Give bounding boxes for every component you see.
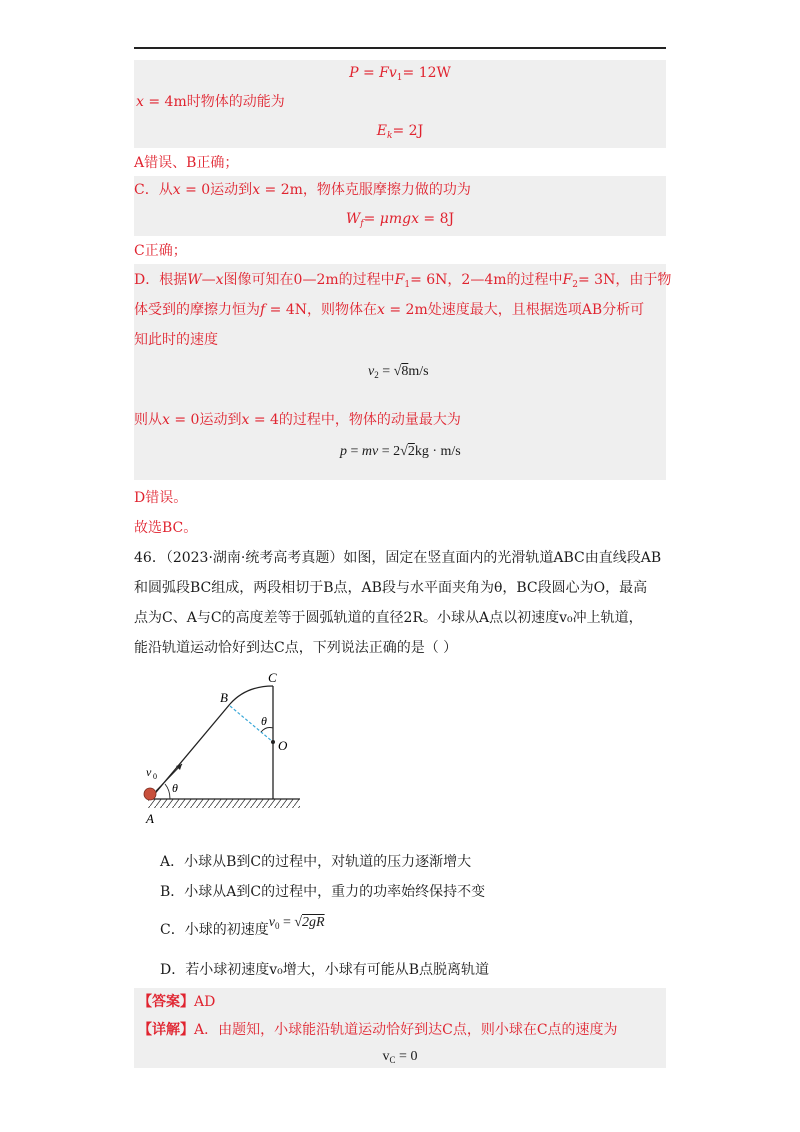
label-v0-sub: 0 [153, 772, 157, 781]
ke-intro: x = 4m时物体的动能为 [136, 94, 285, 110]
question-line-3: 点为C、A与C的高度差等于圆弧轨道的直径2R。小球从A点以初速度v₀冲上轨道， [134, 610, 643, 626]
angle-arc-bottom [165, 784, 170, 799]
v0-formula: $v_0 = √2gR$ [268, 915, 325, 931]
header-rule [134, 47, 666, 49]
power-formula: $P = Fv_1= 12W$ [349, 65, 451, 83]
explain-line: 【详解】A．由题知，小球能沿轨道运动恰好到达C点，则小球在C点的速度为 [138, 1022, 618, 1038]
sqrt-sign: √ [393, 364, 402, 379]
d-line-2: 体受到的摩擦力恒为f = 4N，则物体在x = 2m处速度最大，且根据选项AB分析可 [134, 302, 645, 318]
wf-formula: $W_f= \mu mgx = 8J$ [345, 211, 455, 229]
sqrt-sign: √ [400, 444, 408, 459]
option-a: A．小球从B到C的过程中，对轨道的压力逐渐增大 [160, 854, 472, 870]
option-d: D．若小球初速度v₀增大，小球有可能从B点脱离轨道 [160, 962, 490, 978]
momentum-intro: 则从x = 0运动到x = 4的过程中，物体的动量最大为 [134, 412, 461, 428]
ball [144, 788, 156, 800]
label-b: B [220, 690, 228, 705]
label-theta-bottom: θ [172, 781, 178, 795]
label-theta-top: θ [261, 714, 267, 728]
label-a: A [146, 811, 154, 826]
answer-line: 【答案】AD [138, 994, 216, 1010]
angle-arc-top [261, 728, 273, 733]
question-line-4: 能沿轨道运动恰好到达C点，下列说法正确的是（ ） [134, 640, 458, 656]
p-formula: p = mv = 2√2kg · m/s [340, 444, 461, 459]
ab-conclusion: A错误、B正确； [134, 155, 239, 171]
v2-formula: $v_2 = √8m/s$ [368, 364, 429, 380]
c-intro: C．从x = 0运动到x = 2m，物体克服摩擦力做的功为 [134, 182, 471, 198]
label-o: O [278, 738, 288, 753]
track-bc-arc [230, 686, 273, 704]
question-line-1: 46．（2023·湖南·统考高考真题）如图，固定在竖直面内的光滑轨道ABC由直线段AB [134, 550, 662, 566]
d-line-1: D．根据W—x图像可知在0—2m的过程中$F_1= 6N$，2—4m的过程中$F_2= 3N$，由于物 [134, 272, 672, 290]
option-b: B．小球从A到C的过程中，重力的功率始终保持不变 [160, 884, 486, 900]
c-conclusion: C正确； [134, 243, 187, 259]
label-v0: v [146, 765, 152, 779]
track-figure [138, 670, 308, 830]
d-line-3: 知此时的速度 [134, 332, 218, 348]
sqrt-sign: √ [294, 915, 303, 930]
d-conclusion: D错误。 [134, 490, 188, 506]
center-point [271, 740, 275, 744]
final-choice: 故选BC。 [134, 520, 198, 536]
ke-formula: $E_k= 2J$ [376, 123, 424, 141]
ground-hatch [148, 799, 300, 808]
question-line-2: 和圆弧段BC组成，两段相切于B点，AB段与水平面夹角为θ，BC段圆心为O，最高 [134, 580, 648, 596]
vc-formula: $v_C = 0$ [382, 1049, 418, 1065]
label-c: C [268, 670, 277, 685]
option-c: C．小球的初速度$v_0 = √2gR$ [160, 915, 325, 938]
